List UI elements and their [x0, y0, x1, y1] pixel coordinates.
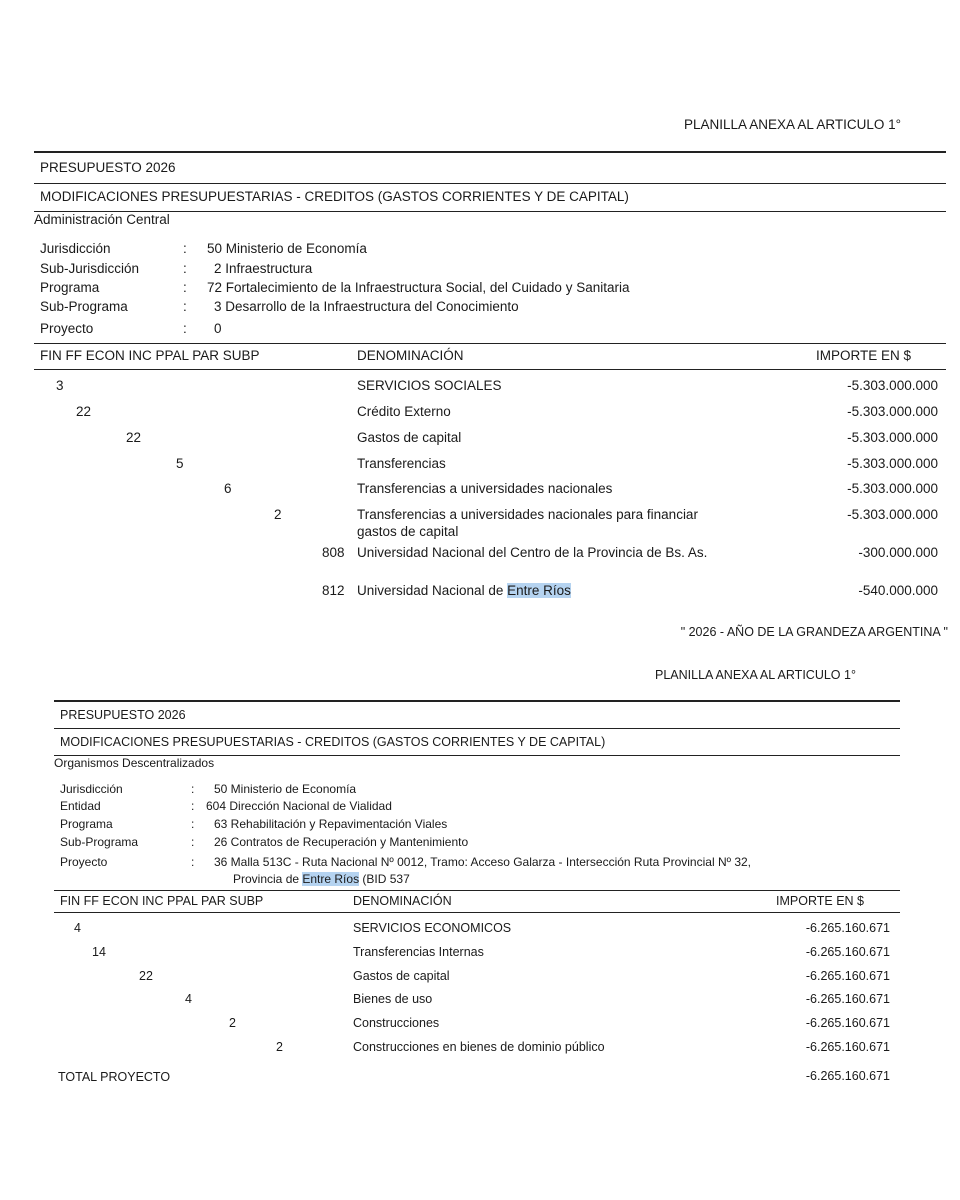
field-label: Programa [40, 280, 100, 295]
budget-subtitle: MODIFICACIONES PRESUPUESTARIAS - CREDITOS (GASTOS CORRIENTES Y DE CAPITAL) [60, 735, 606, 749]
row-amount: -5.303.000.000 [847, 507, 938, 522]
divider [34, 369, 946, 370]
project-text: Provincia de [233, 872, 303, 886]
row-denomination: Construcciones [353, 1016, 440, 1030]
column-amount-header: IMPORTE EN $ [776, 894, 864, 908]
row-code: 4 [185, 992, 192, 1006]
row-code: 2 [229, 1016, 236, 1030]
row-amount: -6.265.160.671 [805, 1016, 890, 1030]
column-denomination-header: DENOMINACIÓN [353, 894, 452, 908]
row-denomination: Transferencias a universidades nacionales para financiar [357, 507, 698, 522]
budget-title: PRESUPUESTO 2026 [40, 160, 176, 175]
row-code: 6 [224, 481, 232, 496]
annex-title: PLANILLA ANEXA AL ARTICULO 1° [684, 117, 902, 132]
row-amount: -5.303.000.000 [847, 481, 938, 496]
column-denomination-header: DENOMINACIÓN [357, 348, 464, 363]
field-value: 36 Malla 513C - Ruta Nacional Nº 0012, Tramo: Acceso Galarza - Intersección Ruta Provincial Nº 32, [214, 855, 752, 869]
divider [54, 912, 900, 913]
divider [54, 890, 900, 891]
field-value: 63 Rehabilitación y Repavimentación Viales [214, 817, 448, 831]
highlighted-text: Entre Ríos [507, 583, 571, 598]
field-value: 604 Dirección Nacional de Vialidad [206, 799, 392, 813]
row-amount: -540.000.000 [858, 583, 938, 598]
field-label: Jurisdicción [40, 241, 111, 256]
field-sep: : [183, 321, 187, 336]
row-code: 14 [92, 945, 106, 959]
section-label: Administración Central [34, 212, 170, 227]
divider [34, 211, 946, 212]
row-amount: -5.303.000.000 [847, 404, 938, 419]
row-denomination: Construcciones en bienes de dominio público [353, 1040, 605, 1054]
field-sep: : [191, 782, 195, 796]
field-value: 3 Desarrollo de la Infraestructura del Conocimiento [214, 299, 519, 314]
row-denomination-continued: gastos de capital [357, 524, 459, 539]
column-amount-header: IMPORTE EN $ [816, 348, 912, 363]
field-sep: : [183, 261, 187, 276]
field-label: Jurisdicción [60, 782, 123, 796]
field-sep: : [191, 799, 195, 813]
field-sep: : [191, 855, 195, 869]
highlighted-text: Entre Ríos [302, 872, 360, 886]
row-denomination: Crédito Externo [357, 404, 451, 419]
field-value: 2 Infraestructura [214, 261, 313, 276]
field-label: Proyecto [60, 855, 108, 869]
field-label: Programa [60, 817, 113, 831]
motto: " 2026 - AÑO DE LA GRANDEZA ARGENTINA " [680, 625, 948, 639]
row-amount: -5.303.000.000 [847, 430, 938, 445]
row-denomination: Bienes de uso [353, 992, 433, 1006]
row-code: 812 [322, 583, 345, 598]
total-label: TOTAL PROYECTO [58, 1070, 171, 1084]
field-label: Entidad [60, 799, 101, 813]
column-codes-header: FIN FF ECON INC PPAL PAR SUBP [40, 348, 260, 363]
row-code: 22 [139, 969, 153, 983]
row-amount: -6.265.160.671 [805, 969, 890, 983]
budget-subtitle: MODIFICACIONES PRESUPUESTARIAS - CREDITOS (GASTOS CORRIENTES Y DE CAPITAL) [40, 189, 629, 204]
field-value-continued [233, 872, 410, 886]
row-amount: -300.000.000 [858, 545, 938, 560]
field-sep: : [191, 817, 195, 831]
row-amount: -6.265.160.671 [805, 921, 890, 935]
row-code: 2 [274, 507, 282, 522]
budget-title: PRESUPUESTO 2026 [60, 708, 186, 722]
field-sep: : [183, 299, 187, 314]
section-label: Organismos Descentralizados [54, 756, 215, 770]
field-value: 50 Ministerio de Economía [207, 241, 367, 256]
field-label: Proyecto [40, 321, 94, 336]
divider [54, 700, 900, 702]
row-denomination: Transferencias a universidades nacionales [357, 481, 613, 496]
field-value: 50 Ministerio de Economía [214, 782, 357, 796]
row-denomination: Transferencias Internas [353, 945, 484, 959]
divider [34, 183, 946, 184]
field-value: 0 [214, 321, 222, 336]
field-label: Sub-Jurisdicción [40, 261, 140, 276]
field-sep: : [191, 835, 195, 849]
row-code: 22 [76, 404, 92, 419]
field-label: Sub-Programa [40, 299, 128, 314]
project-text: (BID 537 [359, 872, 410, 886]
divider [34, 151, 946, 153]
row-amount: -6.265.160.671 [805, 1040, 890, 1054]
row-code: 5 [176, 456, 184, 471]
total-amount: -6.265.160.671 [805, 1069, 890, 1083]
field-label: Sub-Programa [60, 835, 139, 849]
field-sep: : [183, 280, 187, 295]
field-value: 26 Contratos de Recuperación y Mantenimiento [214, 835, 469, 849]
annex-title: PLANILLA ANEXA AL ARTICULO 1° [655, 668, 856, 682]
row-denomination: Gastos de capital [357, 430, 462, 445]
row-denomination: SERVICIOS ECONOMICOS [353, 921, 512, 935]
row-amount: -5.303.000.000 [847, 456, 938, 471]
divider [54, 728, 900, 729]
divider [34, 343, 946, 344]
field-sep: : [183, 241, 187, 256]
row-code: 3 [56, 378, 64, 393]
column-codes-header: FIN FF ECON INC PPAL PAR SUBP [60, 894, 264, 908]
row-denomination: SERVICIOS SOCIALES [357, 378, 502, 393]
field-value: 72 Fortalecimiento de la Infraestructura Social, del Cuidado y Sanitaria [207, 280, 630, 295]
row-code: 22 [126, 430, 142, 445]
row-denomination: Transferencias [357, 456, 446, 471]
row-code: 2 [276, 1040, 283, 1054]
row-amount: -5.303.000.000 [847, 378, 938, 393]
row-code: 808 [322, 545, 345, 560]
row-amount: -6.265.160.671 [805, 945, 890, 959]
row-denomination-text: Universidad Nacional de [357, 583, 508, 598]
row-denomination: Gastos de capital [353, 969, 450, 983]
row-code: 4 [74, 921, 81, 935]
row-denomination: Universidad Nacional del Centro de la Provincia de Bs. As. [357, 545, 708, 560]
row-denomination [357, 583, 571, 598]
row-amount: -6.265.160.671 [805, 992, 890, 1006]
